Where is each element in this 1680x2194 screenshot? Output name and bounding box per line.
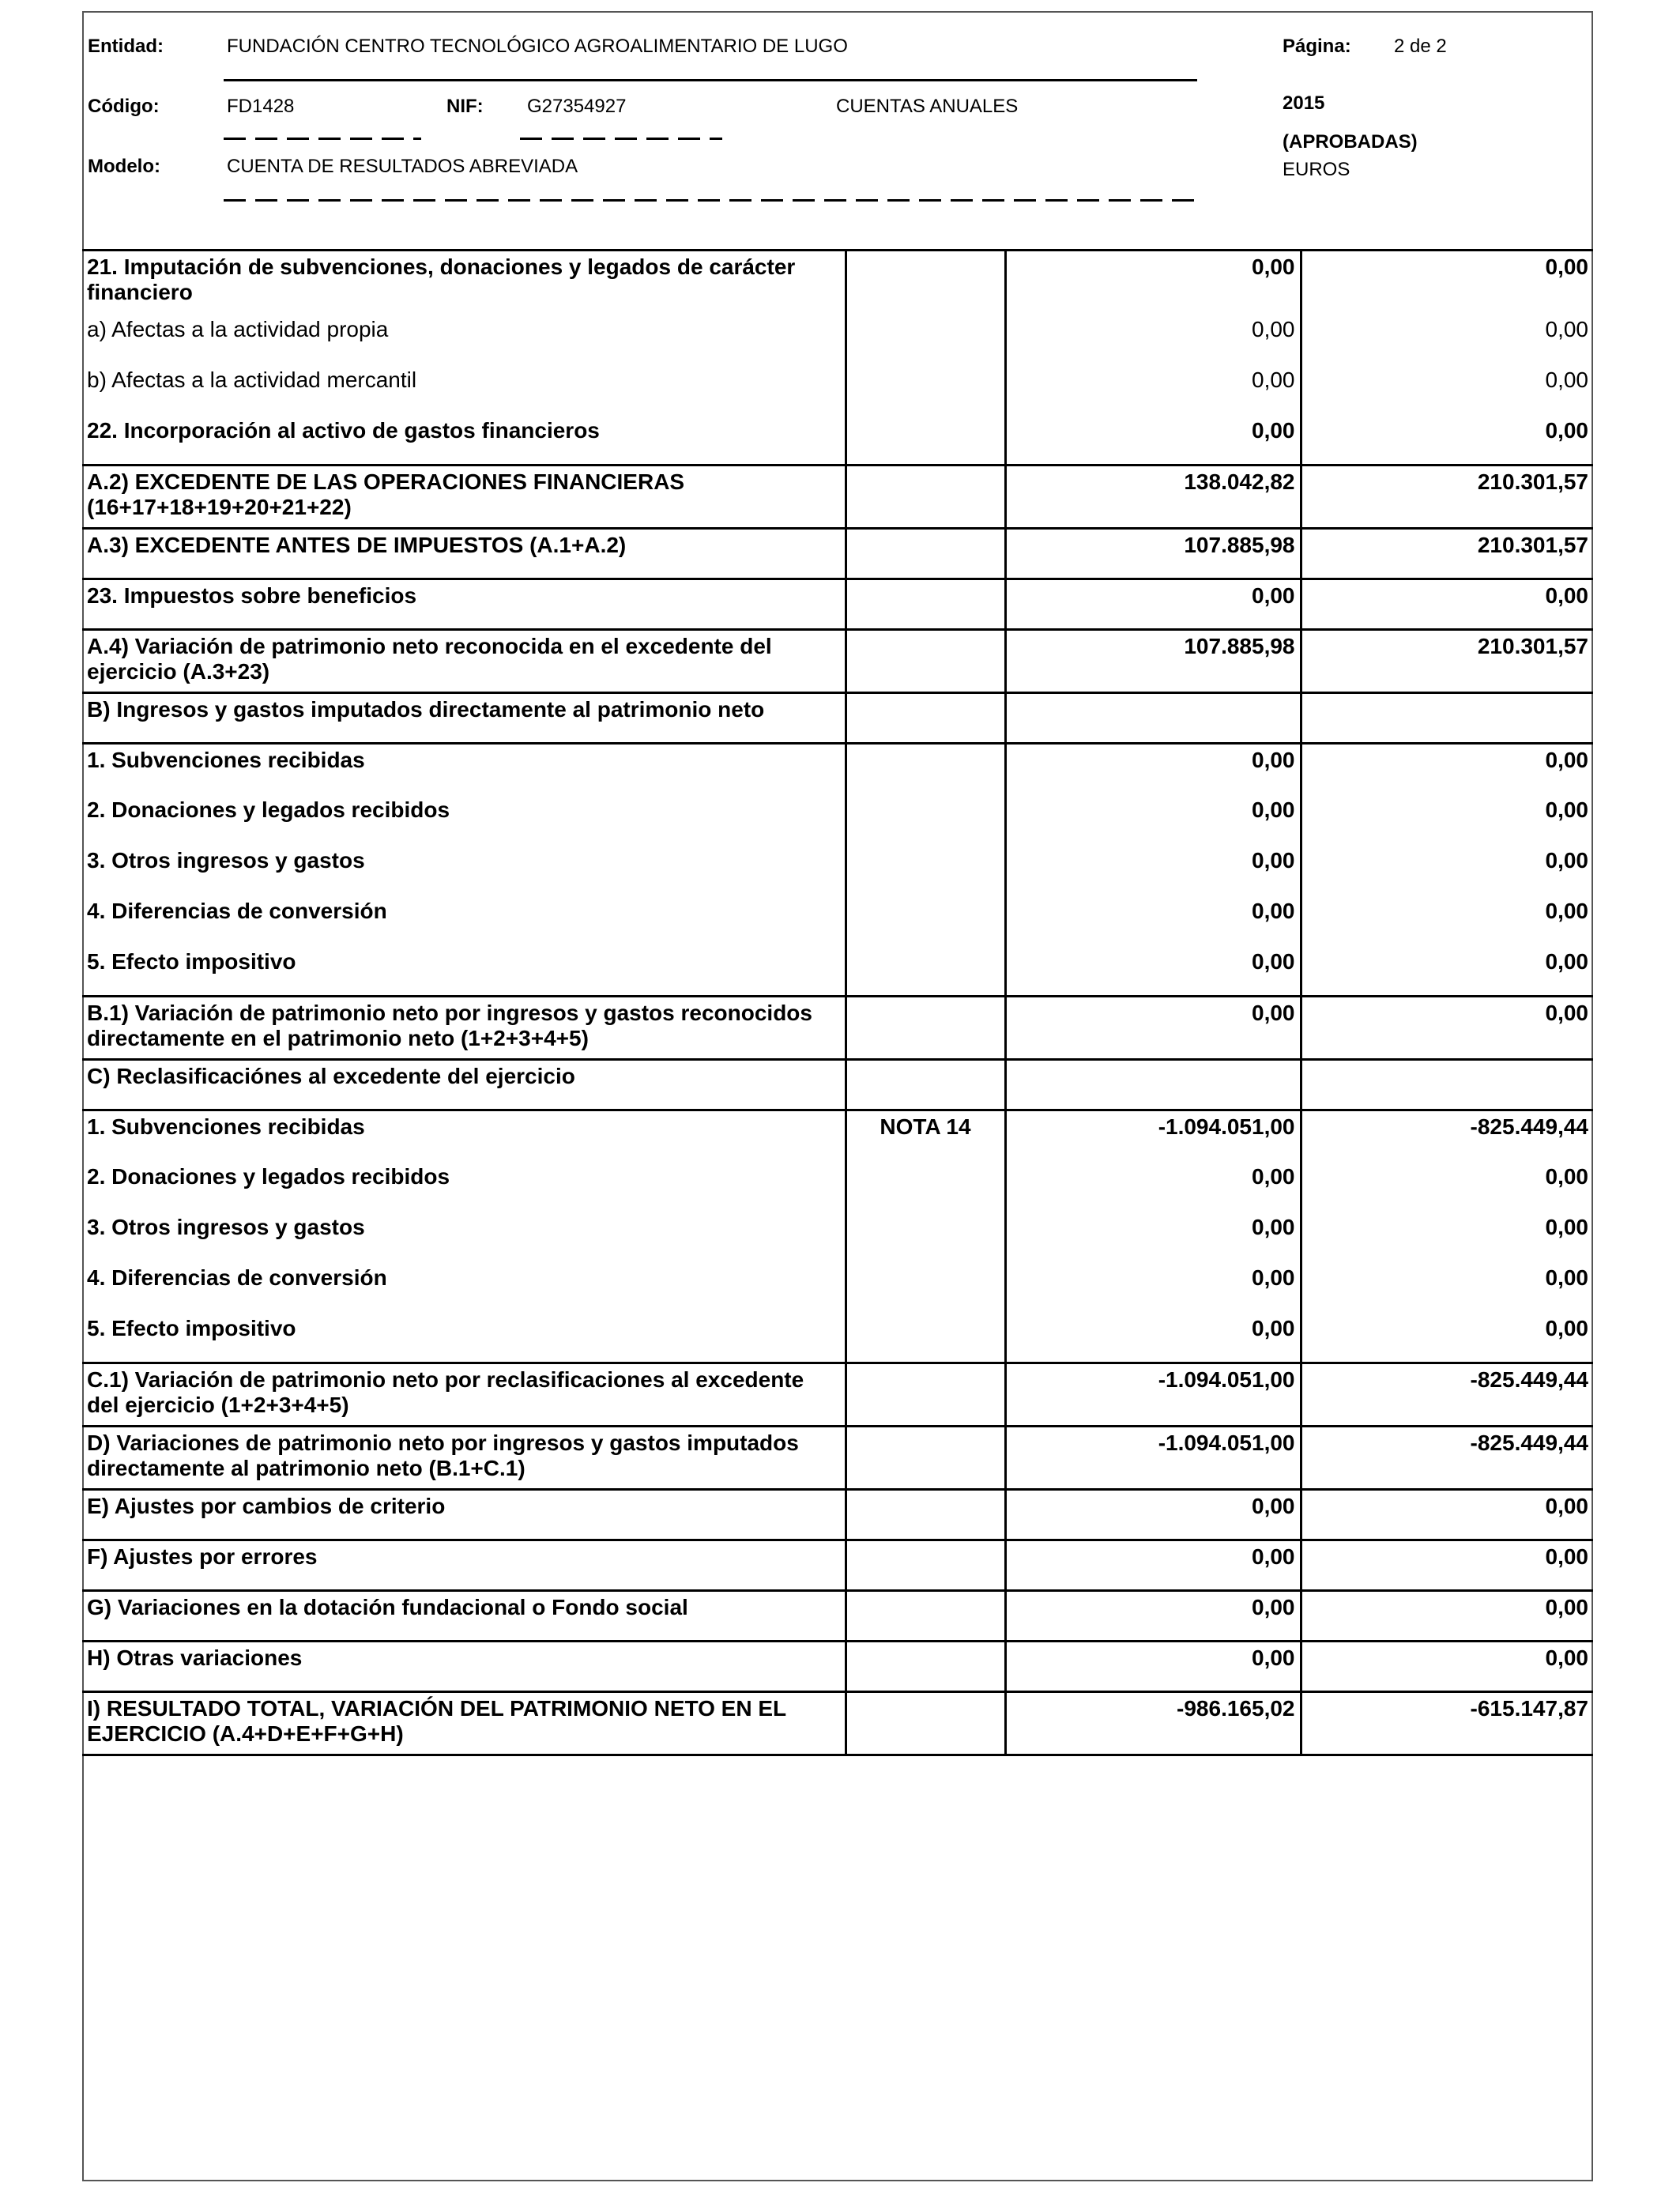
table-row: [82, 794, 1593, 845]
row-value-2015: 0,00: [1005, 1262, 1301, 1313]
row-nota: [846, 946, 1005, 997]
row-label: D) Variaciones de patrimonio neto por ingresos y gastos imputados directamente al patrimonio neto (B.1+C.1): [82, 1427, 846, 1490]
table-row: [82, 415, 1593, 466]
row-value-2015: 0,00: [1005, 314, 1301, 364]
row-value-2015: 0,00: [1005, 1212, 1301, 1262]
table-row: [82, 946, 1593, 997]
row-value-prev: -825.449,44: [1301, 1363, 1593, 1427]
table-row: [82, 1591, 1593, 1642]
modelo-underline: [224, 199, 1197, 202]
row-value-2015: 0,00: [1005, 1540, 1301, 1591]
row-nota: [846, 1591, 1005, 1642]
row-value-prev: -825.449,44: [1301, 1427, 1593, 1490]
row-label: I) RESULTADO TOTAL, VARIACIÓN DEL PATRIMONIO NETO EN EL EJERCICIO (A.4+D+E+F+G+H): [82, 1692, 846, 1755]
row-value-2015: 0,00: [1005, 744, 1301, 794]
nif-value: G27354927: [527, 96, 627, 117]
table-row: [82, 1363, 1593, 1427]
table-row: [82, 529, 1593, 579]
row-value-prev: 0,00: [1301, 845, 1593, 895]
row-value-prev: 210.301,57: [1301, 529, 1593, 579]
row-value-2015: -1.094.051,00: [1005, 1427, 1301, 1490]
row-nota: [846, 364, 1005, 415]
row-value-2015: 0,00: [1005, 1642, 1301, 1692]
row-nota: [846, 1060, 1005, 1110]
row-label: H) Otras variaciones: [82, 1642, 846, 1692]
row-nota: [846, 251, 1005, 314]
pagina-label: Página:: [1283, 36, 1351, 57]
table-row: [82, 1540, 1593, 1591]
row-label: 4. Diferencias de conversión: [87, 1265, 387, 1290]
row-value-prev: 0,00: [1301, 946, 1593, 997]
row-label: b) Afectas a la actividad mercantil: [87, 367, 417, 392]
row-label: A.3) EXCEDENTE ANTES DE IMPUESTOS (A.1+A.2): [82, 529, 846, 579]
row-nota: [846, 1692, 1005, 1755]
row-value-prev: 210.301,57: [1301, 466, 1593, 529]
row-value-2015: -986.165,02: [1005, 1692, 1301, 1755]
row-value-2015: 0,00: [1005, 997, 1301, 1060]
modelo-label: Modelo:: [88, 156, 160, 177]
row-value-2015: 0,00: [1005, 895, 1301, 946]
table-row: [82, 845, 1593, 895]
row-label: C.1) Variación de patrimonio neto por reclasificaciones al excedente del ejercicio (1+2+3+4+5): [82, 1363, 846, 1427]
row-value-prev: 0,00: [1301, 1540, 1593, 1591]
row-value-2015: 0,00: [1005, 364, 1301, 415]
row-value-2015: 0,00: [1005, 1591, 1301, 1642]
row-value-prev: -615.147,87: [1301, 1692, 1593, 1755]
row-value-prev: 0,00: [1301, 251, 1593, 314]
row-value-prev: 0,00: [1301, 997, 1593, 1060]
nif-underline: [520, 138, 722, 140]
table-row: [82, 1427, 1593, 1490]
row-value-2015: 0,00: [1005, 946, 1301, 997]
row-value-prev: 0,00: [1301, 364, 1593, 415]
table-row: [82, 895, 1593, 946]
table-row: [82, 1161, 1593, 1212]
entidad-value: FUNDACIÓN CENTRO TECNOLÓGICO AGROALIMENTARIO DE LUGO: [227, 36, 848, 57]
codigo-value: FD1428: [227, 96, 295, 117]
table-row: [82, 364, 1593, 415]
table-row: [82, 693, 1593, 744]
row-nota: [846, 579, 1005, 630]
row-nota: [846, 1313, 1005, 1363]
row-label: 5. Efecto impositivo: [87, 948, 296, 974]
row-value-prev: [1301, 693, 1593, 744]
pagina-value: 2 de 2: [1394, 36, 1447, 57]
row-label: 4. Diferencias de conversión: [87, 898, 387, 923]
entidad-label: Entidad:: [88, 36, 164, 57]
row-value-2015: 0,00: [1005, 415, 1301, 466]
row-nota: [846, 1427, 1005, 1490]
row-label: 1. Subvenciones recibidas: [82, 1110, 846, 1161]
row-value-2015: -1.094.051,00: [1005, 1110, 1301, 1161]
table-row: [82, 1313, 1593, 1363]
cuentas-anuales: CUENTAS ANUALES: [836, 96, 1019, 117]
row-label: 5. Efecto impositivo: [87, 1315, 296, 1340]
table-row: [82, 314, 1593, 364]
table-row: [82, 744, 1593, 794]
row-nota: [846, 314, 1005, 364]
row-label: B) Ingresos y gastos imputados directamente al patrimonio neto: [82, 693, 846, 744]
modelo-value: CUENTA DE RESULTADOS ABREVIADA: [227, 156, 578, 177]
nif-label: NIF:: [446, 96, 484, 117]
row-nota: [846, 1212, 1005, 1262]
row-nota: [846, 1161, 1005, 1212]
results-table: [82, 249, 1593, 1756]
row-label: a) Afectas a la actividad propia: [87, 316, 389, 341]
row-nota: [846, 744, 1005, 794]
row-value-prev: 0,00: [1301, 1642, 1593, 1692]
results-table-body: [82, 251, 1593, 1755]
row-value-2015: [1005, 693, 1301, 744]
row-value-prev: 0,00: [1301, 1490, 1593, 1540]
row-label: B.1) Variación de patrimonio neto por ingresos y gastos reconocidos directamente en el patrimonio neto (1+2+3+4+5): [82, 997, 846, 1060]
codigo-underline: [224, 138, 421, 140]
table-row: [82, 630, 1593, 693]
row-label: 21. Imputación de subvenciones, donaciones y legados de carácter financiero: [82, 251, 846, 314]
row-label: 3. Otros ingresos y gastos: [87, 847, 365, 873]
row-nota: [846, 415, 1005, 466]
table-row: [82, 1262, 1593, 1313]
row-nota: [846, 630, 1005, 693]
row-label: G) Variaciones en la dotación fundacional o Fondo social: [82, 1591, 846, 1642]
row-label: C) Reclasificaciónes al excedente del ejercicio: [82, 1060, 846, 1110]
row-value-2015: 0,00: [1005, 251, 1301, 314]
row-nota: [846, 529, 1005, 579]
row-value-prev: 0,00: [1301, 314, 1593, 364]
row-value-prev: 0,00: [1301, 579, 1593, 630]
row-nota: [846, 693, 1005, 744]
row-value-prev: 0,00: [1301, 1591, 1593, 1642]
row-value-prev: [1301, 1060, 1593, 1110]
row-nota: [846, 1363, 1005, 1427]
table-row: [82, 1490, 1593, 1540]
row-value-2015: 138.042,82: [1005, 466, 1301, 529]
row-nota: [846, 794, 1005, 845]
row-value-2015: 0,00: [1005, 1490, 1301, 1540]
row-value-2015: 0,00: [1005, 579, 1301, 630]
aprobadas: (APROBADAS): [1283, 131, 1418, 153]
row-value-2015: [1005, 1060, 1301, 1110]
row-value-prev: 0,00: [1301, 415, 1593, 466]
row-nota: [846, 1540, 1005, 1591]
row-nota: [846, 997, 1005, 1060]
table-row: [82, 466, 1593, 529]
row-label: F) Ajustes por errores: [82, 1540, 846, 1591]
row-label: 22. Incorporación al activo de gastos financieros: [87, 417, 600, 443]
row-label: 1. Subvenciones recibidas: [82, 744, 846, 794]
row-nota: [846, 845, 1005, 895]
table-row: [82, 997, 1593, 1060]
row-label: E) Ajustes por cambios de criterio: [82, 1490, 846, 1540]
row-value-2015: 107.885,98: [1005, 630, 1301, 693]
table-row: [82, 579, 1593, 630]
row-value-2015: 0,00: [1005, 845, 1301, 895]
table-row: [82, 1110, 1593, 1161]
row-value-prev: 210.301,57: [1301, 630, 1593, 693]
row-value-prev: 0,00: [1301, 895, 1593, 946]
row-value-2015: 0,00: [1005, 1313, 1301, 1363]
row-nota: [846, 895, 1005, 946]
row-nota: [846, 1642, 1005, 1692]
row-value-prev: 0,00: [1301, 1313, 1593, 1363]
row-nota: NOTA 14: [846, 1110, 1005, 1161]
row-value-prev: 0,00: [1301, 794, 1593, 845]
table-row: [82, 1692, 1593, 1755]
row-nota: [846, 1490, 1005, 1540]
row-label: A.4) Variación de patrimonio neto reconocida en el excedente del ejercicio (A.3+23): [82, 630, 846, 693]
row-value-prev: 0,00: [1301, 1212, 1593, 1262]
row-nota: [846, 466, 1005, 529]
row-value-2015: 0,00: [1005, 1161, 1301, 1212]
row-value-2015: -1.094.051,00: [1005, 1363, 1301, 1427]
row-value-prev: -825.449,44: [1301, 1110, 1593, 1161]
row-label: 23. Impuestos sobre beneficios: [82, 579, 846, 630]
row-value-2015: 107.885,98: [1005, 529, 1301, 579]
table-row: [82, 1212, 1593, 1262]
table-row: [82, 251, 1593, 314]
table-row: [82, 1060, 1593, 1110]
row-value-prev: 0,00: [1301, 1161, 1593, 1212]
codigo-label: Código:: [88, 96, 160, 117]
row-value-2015: 0,00: [1005, 794, 1301, 845]
row-nota: [846, 1262, 1005, 1313]
row-label: A.2) EXCEDENTE DE LAS OPERACIONES FINANCIERAS (16+17+18+19+20+21+22): [82, 466, 846, 529]
table-row: [82, 1642, 1593, 1692]
row-label: 2. Donaciones y legados recibidos: [87, 1163, 450, 1189]
euros: EUROS: [1283, 159, 1350, 180]
year: 2015: [1283, 92, 1325, 114]
row-label: 3. Otros ingresos y gastos: [87, 1214, 365, 1239]
row-label: 2. Donaciones y legados recibidos: [87, 797, 450, 822]
row-value-prev: 0,00: [1301, 1262, 1593, 1313]
row-value-prev: 0,00: [1301, 744, 1593, 794]
entidad-underline: [224, 79, 1197, 81]
